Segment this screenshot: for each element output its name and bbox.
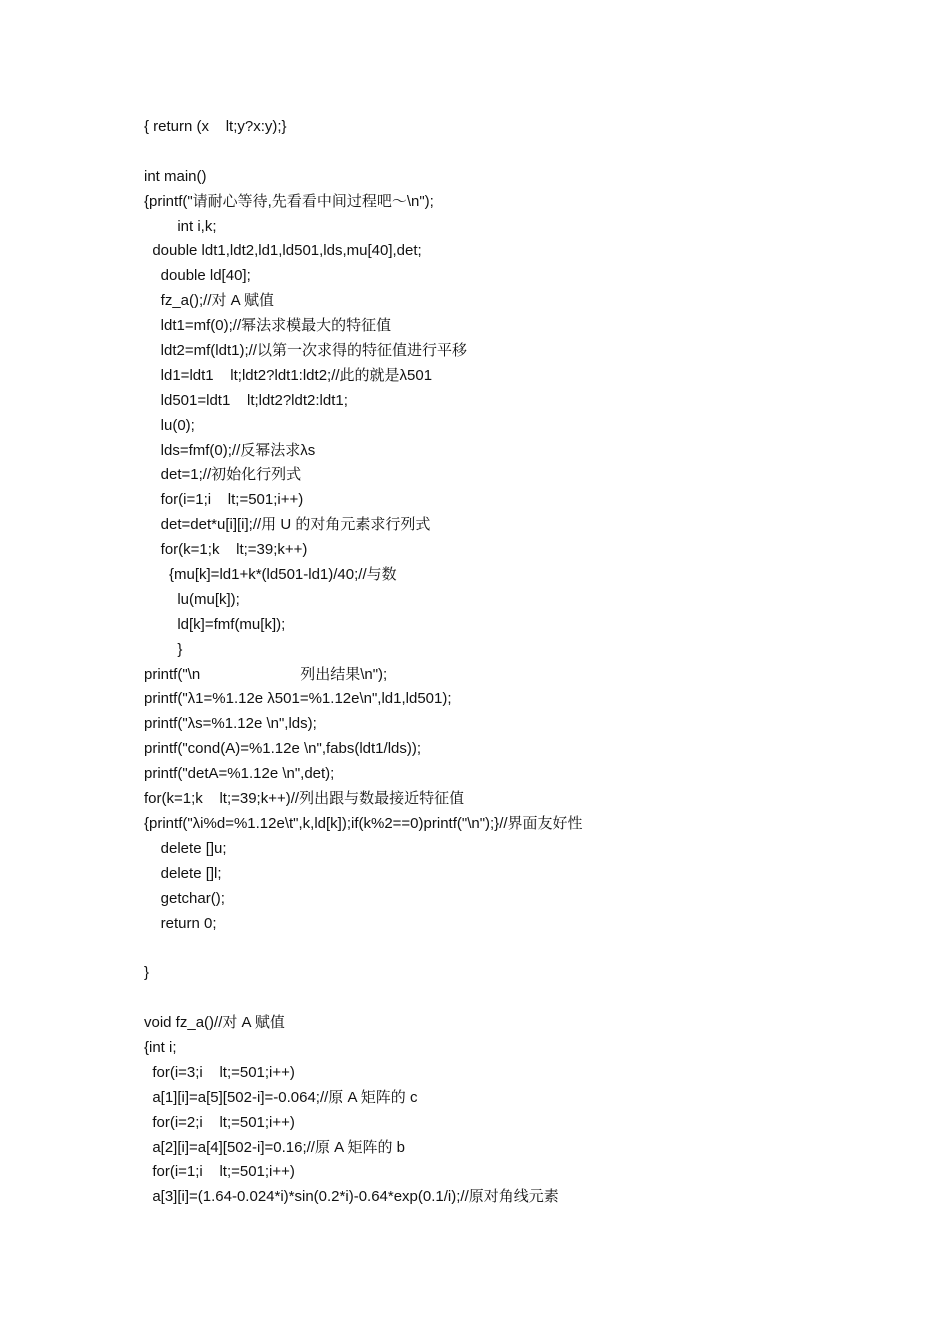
code-line: void fz_a()//对 A 赋值 <box>144 1014 285 1032</box>
code-line: fz_a();//对 A 赋值 <box>144 292 275 310</box>
code-line: printf("λs=%1.12e \n",lds); <box>144 715 317 733</box>
code-line: ldt1=mf(0);//幂法求模最大的特征值 <box>144 317 392 335</box>
code-line: printf("cond(A)=%1.12e \n",fabs(ldt1/lds)); <box>144 740 422 758</box>
code-line: ld[k]=fmf(mu[k]); <box>144 615 286 633</box>
code-line: for(i=1;i lt;=501;i++) <box>144 491 304 509</box>
code-line: for(k=1;k lt;=39;k++) <box>144 541 308 559</box>
code-line: } <box>144 964 150 982</box>
code-line: return 0; <box>144 914 217 932</box>
code-line: {mu[k]=ld1+k*(ld501-ld1)/40;//与数 <box>144 566 397 584</box>
code-line: getchar(); <box>144 889 225 907</box>
code-line: for(i=1;i lt;=501;i++) <box>144 1163 295 1181</box>
code-line: a[1][i]=a[5][502-i]=-0.064;//原 A 矩阵的 c <box>144 1088 418 1106</box>
code-line: int main() <box>144 167 207 185</box>
code-line: det=1;//初始化行列式 <box>144 466 302 484</box>
code-line <box>144 986 583 1011</box>
code-line: delete []u; <box>144 839 227 857</box>
code-line: {printf("请耐心等待,先看看中间过程吧～\n"); <box>144 192 434 210</box>
code-line: delete []l; <box>144 864 222 882</box>
code-line: { return (x lt;y?x:y);} <box>144 118 287 135</box>
code-line: double ld[40]; <box>144 267 251 285</box>
code-line: ld501=ldt1 lt;ldt2?ldt2:ldt1; <box>144 391 348 409</box>
code-line: printf("λ1=%1.12e λ501=%1.12e\n",ld1,ld501); <box>144 690 452 708</box>
code-line: } <box>144 640 183 658</box>
code-line: printf("\n 列出结果\n"); <box>144 665 388 683</box>
code-line: lu(mu[k]); <box>144 590 240 608</box>
code-line: {int i; <box>144 1038 177 1056</box>
code-line: lu(0); <box>144 416 195 434</box>
code-line: for(i=3;i lt;=501;i++) <box>144 1063 295 1081</box>
code-line: ld1=ldt1 lt;ldt2?ldt1:ldt2;//此的就是λ501 <box>144 366 433 384</box>
code-line: ldt2=mf(ldt1);//以第一次求得的特征值进行平移 <box>144 342 467 360</box>
code-line: a[2][i]=a[4][502-i]=0.16;//原 A 矩阵的 b <box>144 1138 405 1156</box>
code-line: for(i=2;i lt;=501;i++) <box>144 1113 295 1131</box>
code-line: det=det*u[i][i];//用 U 的对角元素求行列式 <box>144 516 431 534</box>
code-line: for(k=1;k lt;=39;k++)//列出跟与数最接近特征值 <box>144 790 465 808</box>
code-line: double ldt1,ldt2,ld1,ld501,lds,mu[40],det; <box>144 242 422 260</box>
code-line: a[3][i]=(1.64-0.024*i)*sin(0.2*i)-0.64*exp(0.1/i);//原对角线元素 <box>144 1188 559 1206</box>
code-line: printf("detA=%1.12e \n",det); <box>144 765 335 783</box>
code-line <box>144 936 583 961</box>
code-line <box>144 140 583 165</box>
code-line: lds=fmf(0);//反幂法求λs <box>144 441 316 459</box>
code-listing <box>144 115 583 1210</box>
code-line: int i,k; <box>144 217 217 235</box>
code-line: {printf("λi%d=%1.12e\t",k,ld[k]);if(k%2==0)printf("\n");}//界面友好性 <box>144 814 583 832</box>
